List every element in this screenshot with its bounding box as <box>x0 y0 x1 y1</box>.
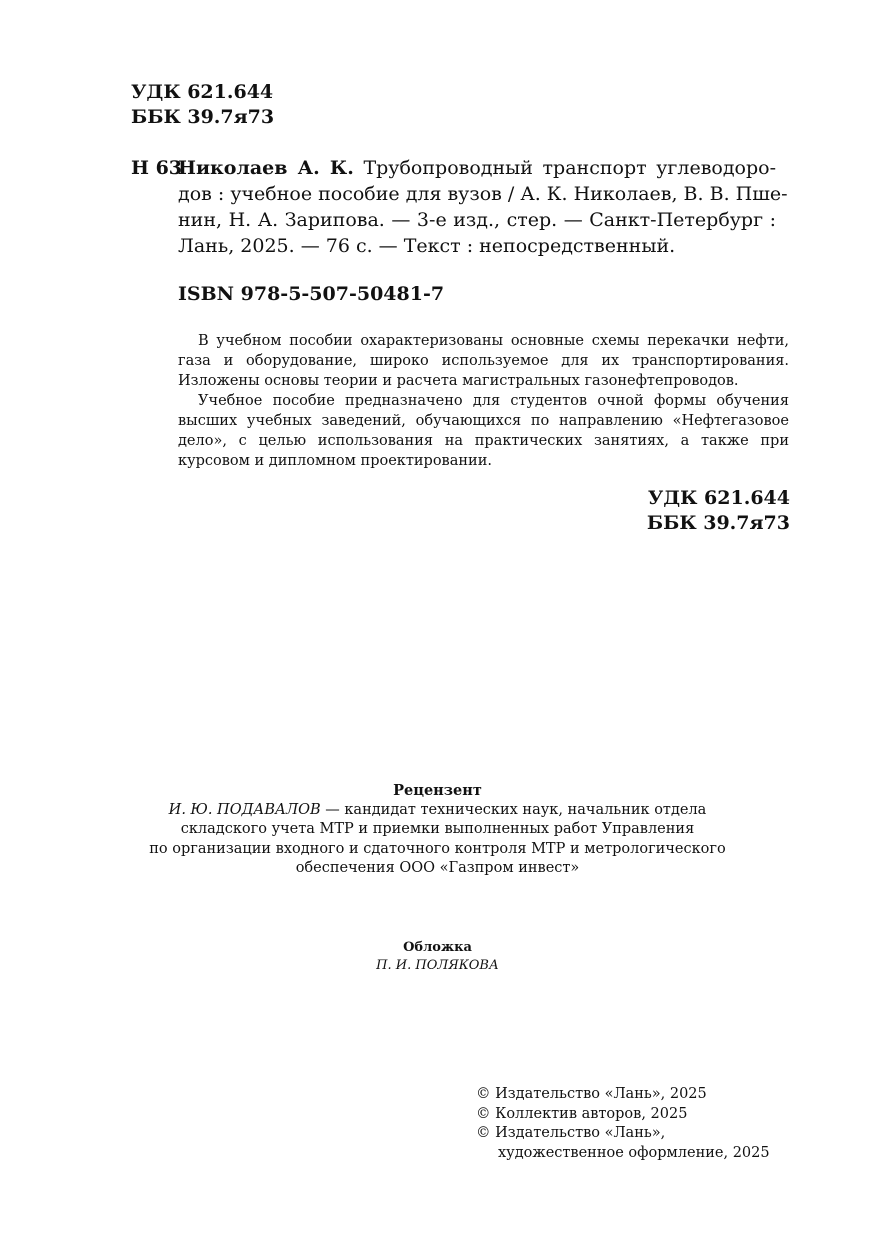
copyright-block <box>476 1085 770 1163</box>
udk-code: УДК 621.644 <box>647 487 790 509</box>
annotation-line: газа и оборудование, широко используемое для их транспортирования. <box>178 353 789 369</box>
annotation-line: Изложены основы теории и расчета магистральных газонефтепроводов. <box>178 373 739 389</box>
reviewer-block <box>0 781 875 879</box>
bbk-code: ББК 39.7я73 <box>131 106 275 128</box>
udk-bbk-top <box>131 80 274 130</box>
annotation-paragraph <box>178 391 789 471</box>
annotation-line: дело», с целью использования на практических занятиях, а также при <box>178 433 789 449</box>
annotation-line: высших учебных заведений, обучающихся по направлению «Нефтегазовое <box>178 413 789 429</box>
copyright-line: художественное оформление, 2025 <box>498 1144 770 1161</box>
biblio-line <box>178 155 776 181</box>
annotation-line: В учебном пособии охарактеризованы основные схемы перекачки нефти, <box>198 333 789 349</box>
copyright-line: © Издательство «Лань», 2025 <box>476 1086 707 1102</box>
reviewer-title: — кандидат технических наук, начальник отдела <box>320 801 707 818</box>
cover-heading: Обложка <box>403 940 472 955</box>
biblio-line: дов : учебное пособие для вузов / А. К. Николаев, В. В. Пше- <box>178 183 788 205</box>
bbk-code: ББК 39.7я73 <box>646 512 790 534</box>
reviewer-name: И. Ю. ПОДАВАЛОВ <box>168 801 321 818</box>
udk-bbk-bottom <box>647 486 790 536</box>
biblio-line: нин, Н. А. Зарипова. — 3-е изд., стер. — Санкт-Петербург : <box>178 209 776 231</box>
annotation <box>178 331 789 471</box>
reviewer-line <box>0 801 875 821</box>
copyright-line: © Издательство «Лань», <box>476 1125 666 1141</box>
annotation-line: курсовом и дипломном проектировании. <box>178 453 492 469</box>
bibliographic-record <box>178 155 788 259</box>
isbn: ISBN 978-5-507-50481-7 <box>178 283 445 305</box>
annotation-line: Учебное пособие предназначено для студентов очной формы обучения <box>198 393 789 409</box>
reviewer-line: складского учета МТР и приемки выполненных работ Управления <box>180 821 695 837</box>
cover-credit <box>0 939 875 975</box>
reviewer-line: по организации входного и сдаточного контроля МТР и метрологического <box>149 840 726 857</box>
reviewer-line: обеспечения ООО «Газпром инвест» <box>295 860 580 876</box>
reviewer-heading: Рецензент <box>393 782 482 799</box>
annotation-paragraph <box>178 331 789 391</box>
copyright-line: © Коллектив авторов, 2025 <box>476 1105 688 1122</box>
cover-artist: П. И. ПОЛЯКОВА <box>376 958 499 973</box>
title-start: Трубопроводный транспорт углеводоро- <box>363 157 776 179</box>
udk-code: УДК 621.644 <box>131 81 274 103</box>
author-name: Николаев А. К. <box>178 157 354 179</box>
biblio-line: Лань, 2025. — 76 с. — Текст : непосредственный. <box>178 235 676 257</box>
author-mark: Н 63 <box>131 157 183 179</box>
